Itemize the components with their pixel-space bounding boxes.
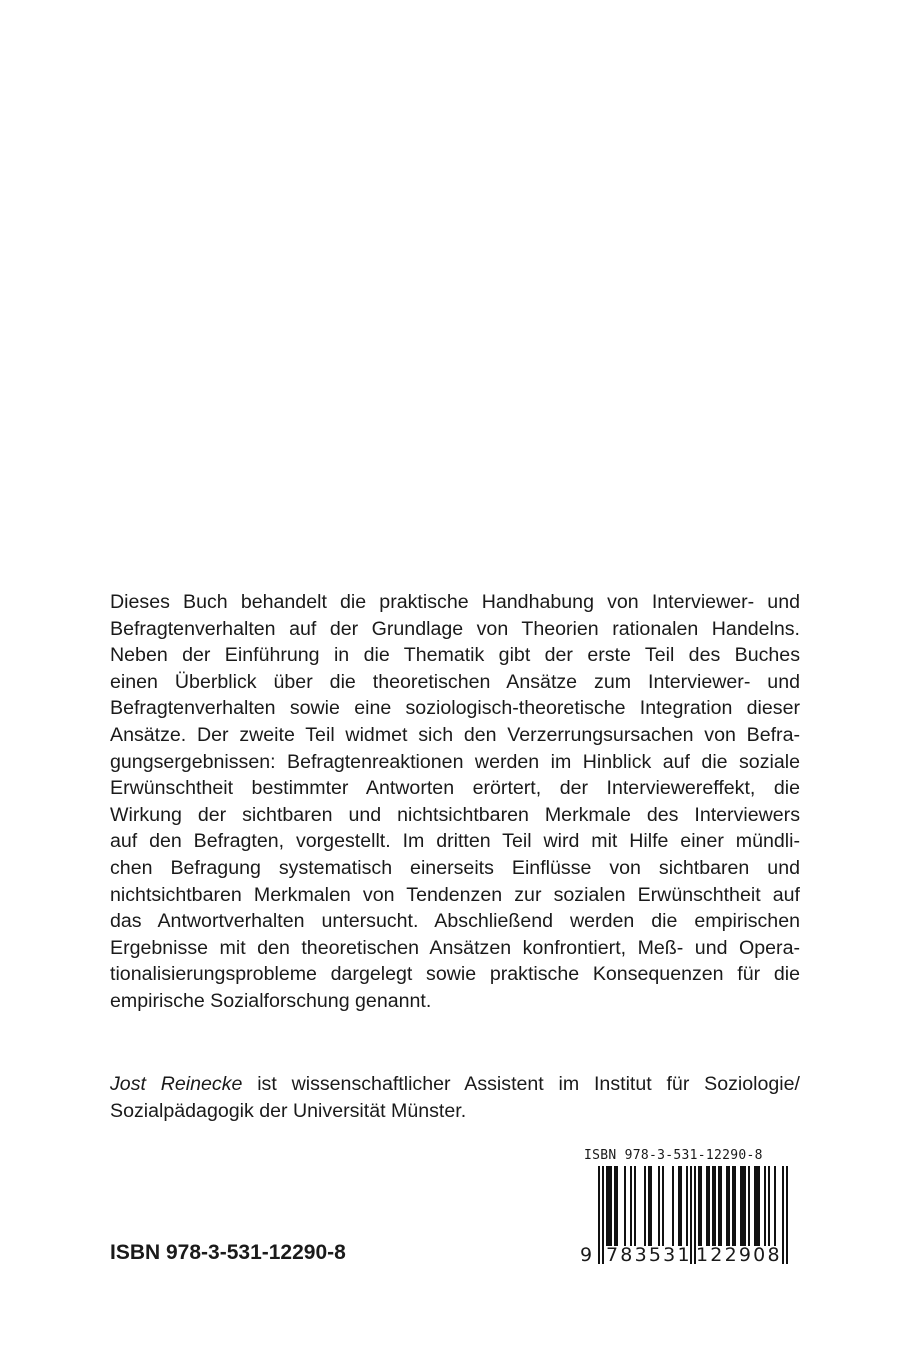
barcode-bar	[748, 1166, 750, 1246]
barcode-bar	[720, 1166, 722, 1246]
blurb-line: auf den Befragten, vorgestellt. Im dritten Teil wird mit Hilfe einer mündli-	[110, 830, 800, 853]
barcode-bar	[756, 1166, 758, 1246]
barcode-bar	[700, 1166, 702, 1246]
barcode-digits-right: 122908	[696, 1244, 782, 1266]
barcode-guard-bar	[782, 1166, 784, 1264]
barcode-isbn-text: ISBN 978-3-531-12290-8	[584, 1148, 763, 1163]
author-bio	[110, 1071, 800, 1124]
barcode-bar	[758, 1166, 760, 1246]
barcode-guard-bar	[786, 1166, 788, 1264]
barcode-bar	[768, 1166, 770, 1246]
author-bio-line-1	[110, 1071, 800, 1098]
barcode-bar	[706, 1166, 708, 1246]
blurb-line: Ansätze. Der zweite Teil widmet sich den Verzerrungsursachen von Befra-	[110, 723, 800, 746]
barcode-bar	[726, 1166, 728, 1246]
barcode-bar	[734, 1166, 736, 1246]
barcode-bar	[644, 1166, 646, 1246]
blurb-line: empirische Sozialforschung genannt.	[110, 989, 432, 1012]
barcode-bar	[648, 1166, 650, 1246]
barcode-bar	[754, 1166, 756, 1246]
barcode-bar	[698, 1166, 700, 1246]
isbn-barcode	[578, 1148, 792, 1272]
barcode-digit-first: 9	[580, 1244, 593, 1266]
barcode-bar	[610, 1166, 612, 1246]
barcode-bar	[606, 1166, 608, 1246]
barcode-bar	[774, 1166, 776, 1246]
barcode-bar	[740, 1166, 742, 1246]
barcode-guard-bar	[598, 1166, 600, 1264]
barcode-bar	[672, 1166, 674, 1246]
barcode-bar	[732, 1166, 734, 1246]
blurb-line: Befragtenverhalten auf der Grundlage von Theorien rationalen Handelns.	[110, 617, 800, 640]
barcode-bar	[744, 1166, 746, 1246]
barcode-guard-bar	[602, 1166, 604, 1264]
blurb-line: nichtsichtbaren Merkmalen von Tendenzen zur sozialen Erwünschtheit auf	[110, 883, 800, 906]
blurb-line: Erwünschtheit bestimmter Antworten erörtert, der Interviewereffekt, die	[110, 777, 800, 800]
barcode-bar	[678, 1166, 680, 1246]
blurb-line: tionalisierungsprobleme dargelegt sowie praktische Konsequenzen für die	[110, 963, 800, 986]
barcode-bar	[634, 1166, 636, 1246]
barcode-bar	[624, 1166, 626, 1246]
barcode-bar	[680, 1166, 682, 1246]
author-bio-line-2: Sozialpädagogik der Universität Münster.	[110, 1099, 467, 1122]
blurb-line: Ergebnisse mit den theoretischen Ansätzen konfrontiert, Meß- und Opera-	[110, 936, 800, 959]
barcode-bar	[662, 1166, 664, 1246]
barcode-bar	[686, 1166, 688, 1246]
barcode-bar	[608, 1166, 610, 1246]
barcode-digits-left: 783531	[606, 1244, 692, 1266]
barcode-bar	[742, 1166, 744, 1246]
barcode-bar	[614, 1166, 616, 1246]
barcode-bar	[658, 1166, 660, 1246]
barcode-bar	[616, 1166, 618, 1246]
author-name: Jost Reinecke	[110, 1073, 243, 1095]
blurb-line: Wirkung der sichtbaren und nichtsichtbaren Merkmale des Interviewers	[110, 803, 800, 826]
back-cover-blurb	[110, 589, 800, 1015]
barcode-bar	[718, 1166, 720, 1246]
barcode-bar	[630, 1166, 632, 1246]
blurb-line: chen Befragung systematisch einerseits Einflüsse von sichtbaren und	[110, 856, 800, 879]
isbn-label: ISBN 978-3-531-12290-8	[110, 1241, 346, 1264]
blurb-line: Neben der Einführung in die Thematik gibt der erste Teil des Buches	[110, 644, 800, 667]
barcode-bar	[650, 1166, 652, 1246]
blurb-line: einen Überblick über die theoretischen Ansätze zum Interviewer- und	[110, 670, 800, 693]
blurb-line: Befragtenverhalten sowie eine soziologisch-theoretische Integration dieser	[110, 697, 800, 720]
author-bio-text: ist wissenschaftlicher Assistent im Institut für Soziologie/	[242, 1073, 800, 1095]
blurb-line: das Antwortverhalten untersucht. Abschließend werden die empirischen	[110, 910, 800, 933]
barcode-bar	[712, 1166, 714, 1246]
barcode-bar	[764, 1166, 766, 1246]
blurb-line: Dieses Buch behandelt die praktische Handhabung von Interviewer- und	[110, 591, 800, 613]
barcode-bar	[714, 1166, 716, 1246]
barcode-bar	[708, 1166, 710, 1246]
barcode-bar	[728, 1166, 730, 1246]
blurb-line: gungsergebnissen: Befragtenreaktionen werden im Hinblick auf die soziale	[110, 750, 800, 773]
